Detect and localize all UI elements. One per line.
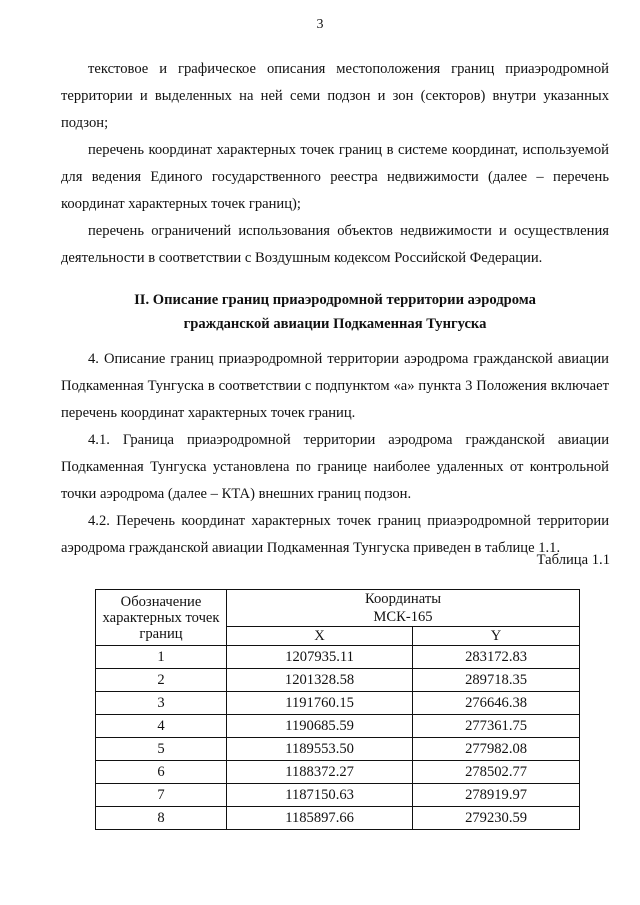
x-coordinate-cell: 1185897.66 bbox=[227, 807, 413, 830]
intro-paragraph: перечень координат характерных точек границ в системе координат, используемой для ведения Единого государственного реестра недвижимости (далее – перечень координат характерных точек границ); bbox=[61, 142, 609, 212]
y-coordinate-cell: 289718.35 bbox=[413, 669, 580, 692]
y-coordinate-cell: 278919.97 bbox=[413, 784, 580, 807]
intro-paragraph: текстовое и графическое описания местоположения границ приаэродромной территории и выделенных на ней семи подзон и зон (секторов) внутри указанных подзон; bbox=[61, 61, 609, 131]
y-coordinate-cell: 278502.77 bbox=[413, 761, 580, 784]
table-row bbox=[96, 646, 580, 669]
point-id-cell: 6 bbox=[96, 761, 227, 784]
section-heading bbox=[61, 288, 609, 336]
point-id-cell: 3 bbox=[96, 692, 227, 715]
x-coordinate-cell: 1207935.11 bbox=[227, 646, 413, 669]
x-coordinate-cell: 1187150.63 bbox=[227, 784, 413, 807]
point-id-cell: 5 bbox=[96, 738, 227, 761]
section-paragraph: 4.2. Перечень координат характерных точек границ приаэродромной территории аэродрома гражданской авиации Подкаменная Тунгуска приведен в таблице 1.1. bbox=[61, 513, 609, 556]
coordinates-header-title: Координаты bbox=[364, 591, 442, 607]
table-row bbox=[96, 761, 580, 784]
page-number: 3 bbox=[316, 17, 324, 32]
point-designation-header: Обозначение характерных точек границ bbox=[96, 590, 227, 646]
y-coordinate-cell: 277982.08 bbox=[413, 738, 580, 761]
x-coordinate-cell: 1191760.15 bbox=[227, 692, 413, 715]
section-heading-line: гражданской авиации Подкаменная Тунгуска bbox=[183, 316, 487, 332]
x-header: X bbox=[227, 627, 413, 646]
intro-text bbox=[61, 56, 609, 272]
section-heading-line: II. Описание границ приаэродромной территории аэродрома bbox=[134, 292, 536, 308]
y-coordinate-cell: 283172.83 bbox=[413, 646, 580, 669]
coordinates-header bbox=[227, 590, 580, 627]
x-coordinate-cell: 1188372.27 bbox=[227, 761, 413, 784]
table-row bbox=[96, 738, 580, 761]
y-header: Y bbox=[413, 627, 580, 646]
section-text bbox=[61, 346, 609, 562]
point-id-cell: 1 bbox=[96, 646, 227, 669]
intro-paragraph: перечень ограничений использования объектов недвижимости и осуществления деятельности в соответствии с Воздушным кодексом Российской Федерации. bbox=[61, 223, 609, 266]
table-caption: Таблица 1.1 bbox=[536, 552, 610, 568]
point-id-cell: 7 bbox=[96, 784, 227, 807]
y-coordinate-cell: 279230.59 bbox=[413, 807, 580, 830]
table-row bbox=[96, 715, 580, 738]
section-paragraph: 4. Описание границ приаэродромной территории аэродрома гражданской авиации Подкаменная Тунгуска в соответствии с подпунктом «а» пункта 3 Положения включает перечень координат характерных точек границ. bbox=[61, 351, 609, 421]
point-id-cell: 2 bbox=[96, 669, 227, 692]
point-id-cell: 4 bbox=[96, 715, 227, 738]
point-id-cell: 8 bbox=[96, 807, 227, 830]
table-row bbox=[96, 669, 580, 692]
coordinates-table bbox=[95, 589, 580, 830]
table-header-row bbox=[96, 590, 580, 627]
table-row bbox=[96, 807, 580, 830]
y-coordinate-cell: 276646.38 bbox=[413, 692, 580, 715]
x-coordinate-cell: 1201328.58 bbox=[227, 669, 413, 692]
x-coordinate-cell: 1190685.59 bbox=[227, 715, 413, 738]
x-coordinate-cell: 1189553.50 bbox=[227, 738, 413, 761]
table-row bbox=[96, 784, 580, 807]
coordinate-system-label: МСК-165 bbox=[373, 609, 433, 625]
y-coordinate-cell: 277361.75 bbox=[413, 715, 580, 738]
section-paragraph: 4.1. Граница приаэродромной территории аэродрома гражданской авиации Подкаменная Тунгуска установлена по границе наиболее удаленных от контрольной точки аэродрома (далее – КТА) внешних границ подзон. bbox=[61, 432, 609, 502]
table-row bbox=[96, 692, 580, 715]
